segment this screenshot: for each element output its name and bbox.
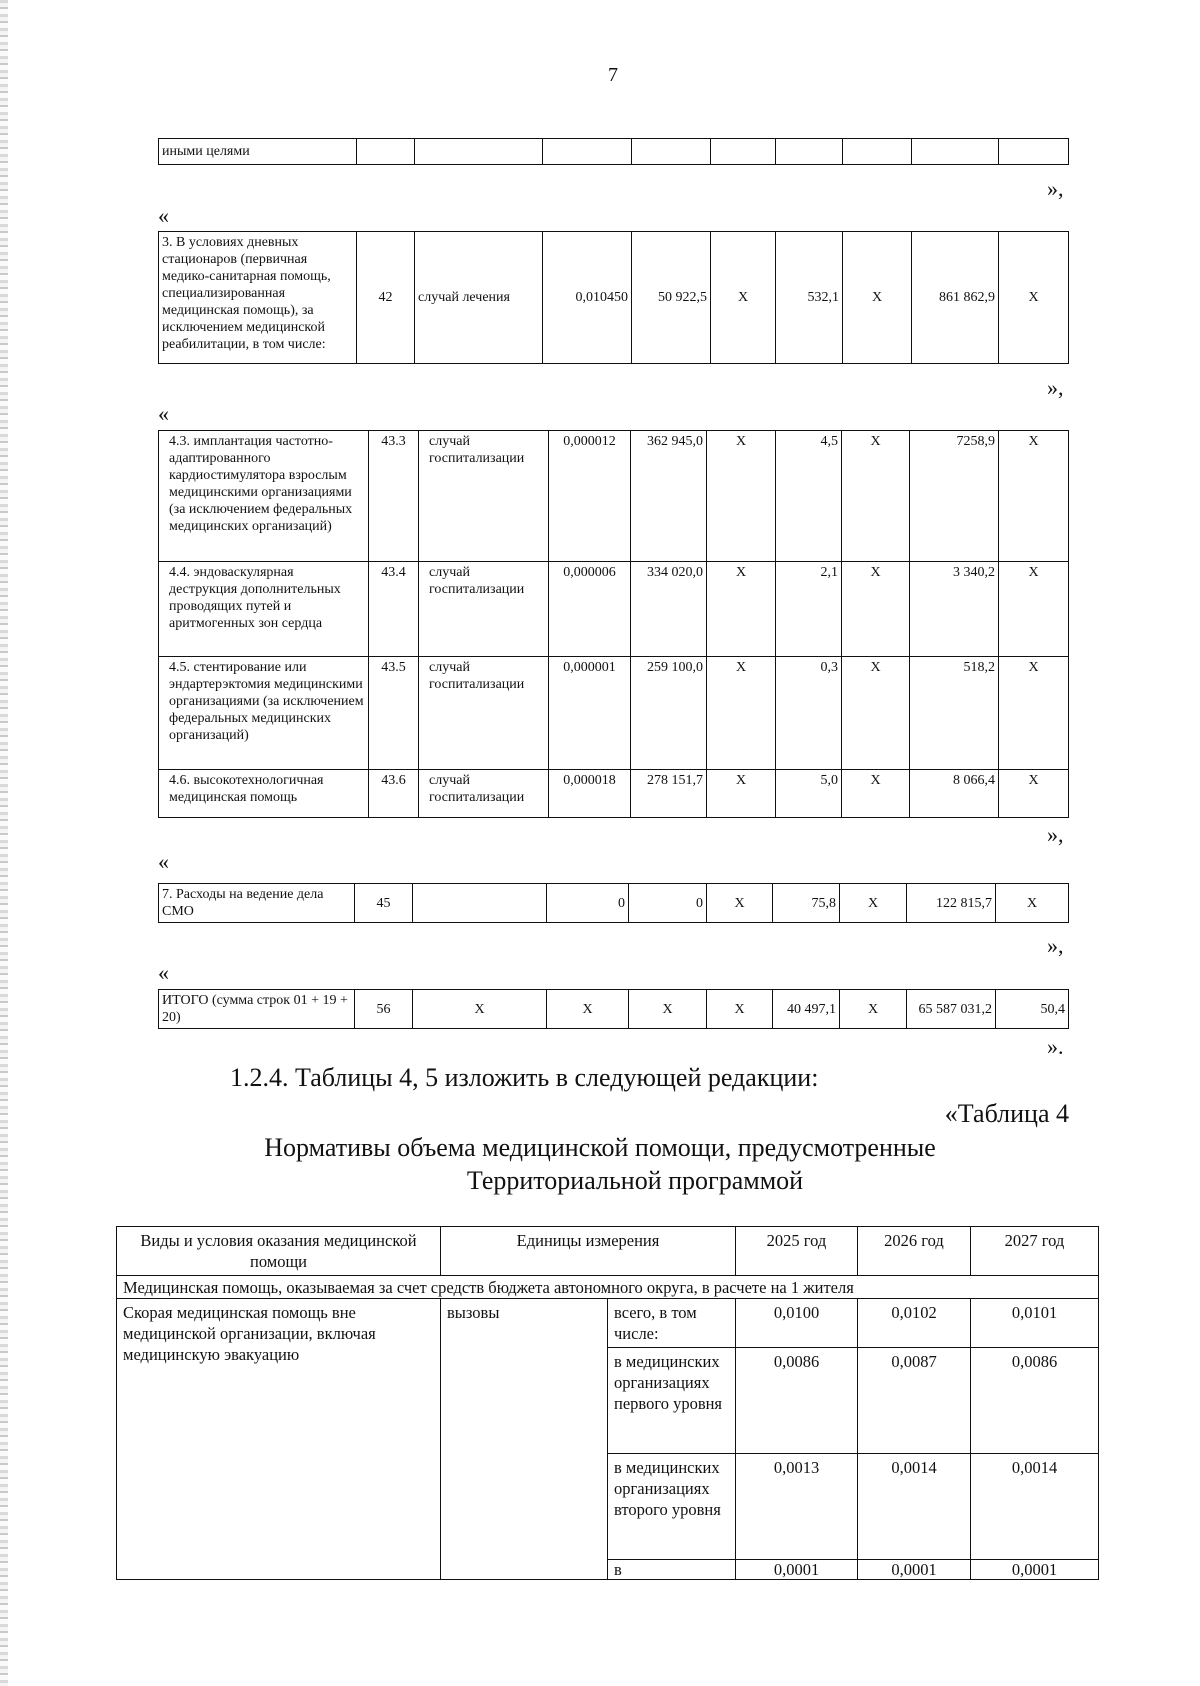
row-cost: 278 151,7	[631, 770, 707, 818]
value-2027: 0,0014	[971, 1454, 1099, 1560]
row-cost: 50 922,5	[632, 232, 711, 364]
table-hitech	[158, 430, 1069, 818]
table-row	[159, 232, 1069, 364]
row-col10: X	[999, 770, 1069, 818]
table-total	[158, 989, 1069, 1029]
subrow-label: в медицинских организациях первого уровня	[608, 1348, 736, 1454]
table-block-continuation	[158, 138, 1069, 165]
row-col8: X	[842, 770, 910, 818]
row-col8: X	[840, 990, 907, 1029]
row-norm: 0,000001	[549, 657, 631, 770]
closing-quote: ».	[1047, 1034, 1064, 1059]
opening-quote: «	[158, 401, 169, 426]
row-col7: 4,5	[776, 431, 842, 562]
row-col10: X	[999, 232, 1069, 364]
value-2026: 0,0102	[858, 1299, 971, 1348]
value-2026: 0,0014	[858, 1454, 971, 1560]
row-unit: случай госпитализации	[419, 657, 549, 770]
table-row	[159, 139, 1069, 165]
row-cost: 259 100,0	[631, 657, 707, 770]
row-unit: случай госпитализации	[419, 562, 549, 657]
row-col7: 0,3	[776, 657, 842, 770]
table-row	[159, 657, 1069, 770]
row-norm: 0,010450	[543, 232, 632, 364]
row-col8: X	[840, 884, 907, 923]
row-number: 56	[355, 990, 413, 1029]
value-2027: 0,0101	[971, 1299, 1099, 1348]
table-row	[159, 990, 1069, 1029]
row-unit: случай лечения	[415, 232, 543, 364]
row-cost: 362 945,0	[631, 431, 707, 562]
row-name: 4.4. эндоваскулярная деструкция дополнительных проводящих путей и аритмогенных зон сердца	[159, 562, 369, 657]
row-col6: X	[707, 990, 773, 1029]
row-col10: X	[996, 884, 1069, 923]
row-col10: X	[999, 657, 1069, 770]
row-col10: 50,4	[996, 990, 1069, 1029]
table-row	[117, 1299, 1099, 1348]
subrow-label: всего, в том числе:	[608, 1299, 736, 1348]
row-col7: 2,1	[776, 562, 842, 657]
row-norm: 0	[547, 884, 629, 923]
row-col6: X	[707, 884, 773, 923]
header-2025: 2025 год	[736, 1227, 858, 1276]
row-name: 7. Расходы на ведение дела СМО	[159, 884, 355, 923]
opening-quote: «	[158, 849, 169, 874]
row-col9: 861 862,9	[912, 232, 999, 364]
row-col6: X	[707, 431, 776, 562]
row-norm: 0,000018	[549, 770, 631, 818]
row-number: 43.6	[369, 770, 419, 818]
header-2026: 2026 год	[858, 1227, 971, 1276]
section-row	[117, 1276, 1099, 1299]
row-col9: 518,2	[910, 657, 999, 770]
closing-quote: »,	[1047, 933, 1064, 958]
row-col7: 40 497,1	[773, 990, 840, 1029]
row-col8: X	[842, 657, 910, 770]
row-col6: X	[707, 657, 776, 770]
row-col9: 65 587 031,2	[907, 990, 996, 1029]
table-smo-expenses	[158, 883, 1069, 923]
table-row	[159, 884, 1069, 923]
row-norm: X	[547, 990, 629, 1029]
row-cost: 334 020,0	[631, 562, 707, 657]
table-title-line-1: Нормативы объема медицинской помощи, предусмотренные	[264, 1133, 936, 1162]
row-col6: X	[707, 770, 776, 818]
table-row	[159, 770, 1069, 818]
row-name: 4.3. имплантация частотно-адаптированного кардиостимулятора взрослым медицинскими организациями (за исключением федеральных медицинских организаций)	[159, 431, 369, 562]
table-row	[159, 431, 1069, 562]
value-2025: 0,0086	[736, 1348, 858, 1454]
row-col8: X	[842, 562, 910, 657]
row-col7: 75,8	[773, 884, 840, 923]
row-name: 3. В условиях дневных стационаров (первичная медико-санитарная помощь, специализированная медицинская помощь), за исключением медицинской реабилитации, в том числе:	[159, 232, 357, 364]
row-col10: X	[999, 431, 1069, 562]
row-norm: 0,000006	[549, 562, 631, 657]
row-col8: X	[843, 232, 912, 364]
subrow-label: в	[608, 1560, 736, 1580]
row-col8: X	[842, 431, 910, 562]
row-number: 43.3	[369, 431, 419, 562]
row-col6: X	[707, 562, 776, 657]
subrow-label: в медицинских организациях второго уровня	[608, 1454, 736, 1560]
value-2027: 0,0086	[971, 1348, 1099, 1454]
row-unit: случай госпитализации	[419, 770, 549, 818]
table-title-line-2: Территориальной программой	[466, 1166, 804, 1195]
table-row	[159, 562, 1069, 657]
row-name: ИТОГО (сумма строк 01 + 19 + 20)	[159, 990, 355, 1029]
header-kind: Виды и условия оказания медицинской помощи	[117, 1227, 441, 1276]
closing-quote: »,	[1047, 176, 1064, 201]
row-number: 42	[357, 232, 415, 364]
row-col9: 8 066,4	[910, 770, 999, 818]
value-2026: 0,0001	[858, 1560, 971, 1580]
row-name: иными целями	[159, 139, 357, 165]
value-2025: 0,0013	[736, 1454, 858, 1560]
header-unit: Единицы измерения	[441, 1227, 736, 1276]
value-2025: 0,0100	[736, 1299, 858, 1348]
header-2027: 2027 год	[971, 1227, 1099, 1276]
value-2027: 0,0001	[971, 1560, 1099, 1580]
row-number: 45	[355, 884, 413, 923]
row-col9: 3 340,2	[910, 562, 999, 657]
table-4-norms	[116, 1226, 1099, 1580]
row-norm: 0,000012	[549, 431, 631, 562]
row-name: 4.5. стентирование или эндартерэктомия медицинскими организациями (за исключением федеральных медицинских организаций)	[159, 657, 369, 770]
table-day-hospital	[158, 231, 1069, 364]
value-2025: 0,0001	[736, 1560, 858, 1580]
row-unit: X	[413, 990, 547, 1029]
closing-quote: »,	[1047, 822, 1064, 847]
table-label: «Таблица 4	[944, 1099, 1069, 1128]
row-col7: 5,0	[776, 770, 842, 818]
row-number: 43.5	[369, 657, 419, 770]
opening-quote: «	[158, 960, 169, 985]
section-title: Медицинская помощь, оказываемая за счет средств бюджета автономного округа, в расчете на 1 жителя	[117, 1276, 1099, 1299]
row-unit	[413, 884, 547, 923]
instruction-text: 1.2.4. Таблицы 4, 5 изложить в следующей редакции:	[230, 1063, 819, 1092]
opening-quote: «	[158, 203, 169, 228]
row-col9: 7258,9	[910, 431, 999, 562]
row-col9: 122 815,7	[907, 884, 996, 923]
row-col6: X	[711, 232, 776, 364]
row-name: 4.6. высокотехнологичная медицинская помощь	[159, 770, 369, 818]
row-col7: 532,1	[776, 232, 843, 364]
page-number: 7	[608, 64, 618, 86]
row-col10: X	[999, 562, 1069, 657]
row-unit: случай госпитализации	[419, 431, 549, 562]
scan-edge	[0, 0, 8, 1686]
table-header-row	[117, 1227, 1099, 1276]
row-cost: 0	[629, 884, 707, 923]
row-cost: X	[629, 990, 707, 1029]
closing-quote: »,	[1047, 375, 1064, 400]
value-2026: 0,0087	[858, 1348, 971, 1454]
row-unit: вызовы	[441, 1299, 608, 1580]
row-number: 43.4	[369, 562, 419, 657]
row-name: Скорая медицинская помощь вне медицинской организации, включая медицинскую эвакуацию	[117, 1299, 441, 1580]
